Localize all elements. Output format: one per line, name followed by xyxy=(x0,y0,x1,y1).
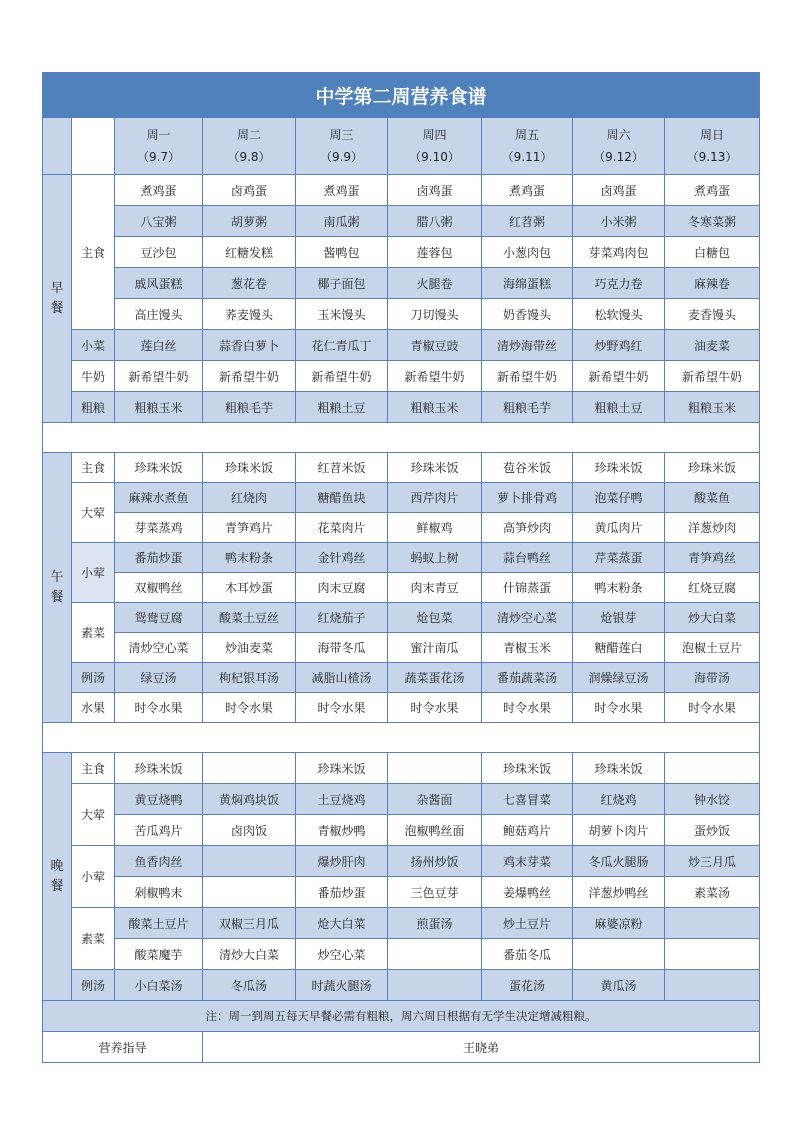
footer-label: 营养指导 xyxy=(43,1032,203,1063)
dish-cell: 黄豆烧鸭 xyxy=(115,784,203,815)
footer-row xyxy=(43,1032,760,1063)
category-label: 例汤 xyxy=(72,663,115,693)
dish-cell: 萝卜排骨鸡 xyxy=(482,483,573,513)
dish-cell: 荞麦馒头 xyxy=(203,299,296,330)
dish-cell: 爆炒肝肉 xyxy=(296,846,388,877)
menu-row xyxy=(43,939,760,970)
dish-cell: 麻婆凉粉 xyxy=(573,908,665,939)
day-date: （9.9） xyxy=(319,150,364,164)
dish-cell: 泡椒鸭丝面 xyxy=(388,815,482,846)
day-date: （9.13） xyxy=(686,150,738,164)
dish-cell: 莲白丝 xyxy=(115,330,203,361)
dish-cell: 白糖包 xyxy=(665,237,760,268)
dish-cell: 酸菜土豆片 xyxy=(115,908,203,939)
dish-cell: 酱鸭包 xyxy=(296,237,388,268)
day-date: （9.7） xyxy=(136,150,181,164)
dish-cell: 青笋鸡丝 xyxy=(665,543,760,573)
dish-cell: 高庄馒头 xyxy=(115,299,203,330)
meal-label-text: 晚 餐 xyxy=(50,858,64,894)
dish-cell: 红糖发糕 xyxy=(203,237,296,268)
dish-cell: 豆沙包 xyxy=(115,237,203,268)
dish-cell: 粗粮毛芋 xyxy=(203,392,296,423)
category-label: 水果 xyxy=(72,693,115,723)
dish-cell: 红烧豆腐 xyxy=(665,573,760,603)
dish-cell: 西芹肉片 xyxy=(388,483,482,513)
day-header-row xyxy=(43,118,760,175)
dish-cell: 钟水饺 xyxy=(665,784,760,815)
dish-cell: 鲍菇鸡片 xyxy=(482,815,573,846)
dish-cell: 炒油麦菜 xyxy=(203,633,296,663)
dish-cell: 麻辣卷 xyxy=(665,268,760,299)
day-name: 周日 xyxy=(700,128,725,142)
dish-cell: 洋葱炒鸭丝 xyxy=(573,877,665,908)
dish-cell: 胡萝卜肉片 xyxy=(573,815,665,846)
day-name: 周二 xyxy=(236,128,261,142)
category-label: 素菜 xyxy=(72,603,115,663)
dish-cell: 肉末豆腐 xyxy=(296,573,388,603)
dish-cell: 清炒空心菜 xyxy=(482,603,573,633)
dish-cell: 酸菜鱼 xyxy=(665,483,760,513)
dish-cell: 海绵蛋糕 xyxy=(482,268,573,299)
menu-row xyxy=(43,453,760,483)
dish-cell: 素菜汤 xyxy=(665,877,760,908)
dish-cell: 八宝粥 xyxy=(115,206,203,237)
meal-label-text: 早 餐 xyxy=(50,280,64,316)
dish-cell: 苞谷米饭 xyxy=(482,453,573,483)
day-name: 周四 xyxy=(422,128,447,142)
dish-cell xyxy=(388,939,482,970)
dish-cell: 松软馒头 xyxy=(573,299,665,330)
dish-cell: 时蔬火腿汤 xyxy=(296,970,388,1001)
menu-row xyxy=(43,330,760,361)
dish-cell: 泡椒土豆片 xyxy=(665,633,760,663)
dish-cell: 绿豆汤 xyxy=(115,663,203,693)
dish-cell: 红苕粥 xyxy=(482,206,573,237)
category-label: 主食 xyxy=(72,753,115,784)
dish-cell: 鸡末芽菜 xyxy=(482,846,573,877)
menu-row xyxy=(43,633,760,663)
dish-cell: 海带汤 xyxy=(665,663,760,693)
note-text: 注：周一到周五每天早餐必需有粗粮，周六周日根据有无学生决定增减粗粮。 xyxy=(43,1001,760,1032)
dish-cell xyxy=(573,939,665,970)
dish-cell: 蜜汁南瓜 xyxy=(388,633,482,663)
menu-row xyxy=(43,513,760,543)
dish-cell: 时令水果 xyxy=(665,693,760,723)
dish-cell: 双椒三月瓜 xyxy=(203,908,296,939)
dish-cell: 炝银芽 xyxy=(573,603,665,633)
dish-cell: 鸭末粉条 xyxy=(203,543,296,573)
menu-row xyxy=(43,268,760,299)
day-header xyxy=(296,118,388,175)
dish-cell: 时令水果 xyxy=(296,693,388,723)
dish-cell: 煎蛋汤 xyxy=(388,908,482,939)
day-date: （9.8） xyxy=(227,150,271,164)
category-label: 大荤 xyxy=(72,784,115,846)
dish-cell: 炝包菜 xyxy=(388,603,482,633)
category-label: 牛奶 xyxy=(72,361,115,392)
day-header xyxy=(388,118,482,175)
dish-cell: 七喜冒菜 xyxy=(482,784,573,815)
category-label: 小菜 xyxy=(72,330,115,361)
dish-cell: 冬瓜汤 xyxy=(203,970,296,1001)
dish-cell: 玉米馒头 xyxy=(296,299,388,330)
menu-row xyxy=(43,815,760,846)
dish-cell: 珍珠米饭 xyxy=(203,453,296,483)
dish-cell: 油麦菜 xyxy=(665,330,760,361)
header-corner-category xyxy=(72,118,115,175)
dish-cell: 煮鸡蛋 xyxy=(665,175,760,206)
category-label: 例汤 xyxy=(72,970,115,1001)
day-header xyxy=(115,118,203,175)
menu-row xyxy=(43,543,760,573)
dish-cell: 麻辣水煮鱼 xyxy=(115,483,203,513)
dish-cell: 煮鸡蛋 xyxy=(482,175,573,206)
menu-row xyxy=(43,483,760,513)
category-label: 小荤 xyxy=(72,846,115,908)
dish-cell xyxy=(665,753,760,784)
dish-cell: 奶香馒头 xyxy=(482,299,573,330)
dish-cell: 煮鸡蛋 xyxy=(296,175,388,206)
dish-cell: 煮鸡蛋 xyxy=(115,175,203,206)
page-title: 中学第二周营养食谱 xyxy=(43,73,760,118)
menu-row xyxy=(43,206,760,237)
dish-cell: 姜爆鸭丝 xyxy=(482,877,573,908)
dish-cell: 麦香馒头 xyxy=(665,299,760,330)
dish-cell: 红烧茄子 xyxy=(296,603,388,633)
dish-cell: 珍珠米饭 xyxy=(665,453,760,483)
dish-cell: 新希望牛奶 xyxy=(482,361,573,392)
dish-cell: 小米粥 xyxy=(573,206,665,237)
menu-row xyxy=(43,846,760,877)
dish-cell: 小白菜汤 xyxy=(115,970,203,1001)
dish-cell xyxy=(665,908,760,939)
category-label: 主食 xyxy=(72,175,115,330)
note-row xyxy=(43,1001,760,1032)
dish-cell: 花仁青瓜丁 xyxy=(296,330,388,361)
meal-label-text: 午 餐 xyxy=(50,569,64,605)
dish-cell xyxy=(388,753,482,784)
menu-row xyxy=(43,663,760,693)
dish-cell: 葱花卷 xyxy=(203,268,296,299)
menu-row xyxy=(43,753,760,784)
dish-cell: 粗粮土豆 xyxy=(573,392,665,423)
dish-cell: 卤鸡蛋 xyxy=(388,175,482,206)
menu-row xyxy=(43,361,760,392)
dish-cell: 粗粮玉米 xyxy=(115,392,203,423)
dish-cell: 青笋鸡片 xyxy=(203,513,296,543)
dish-cell: 红烧肉 xyxy=(203,483,296,513)
day-header xyxy=(203,118,296,175)
dish-cell: 青椒豆豉 xyxy=(388,330,482,361)
dish-cell: 珍珠米饭 xyxy=(388,453,482,483)
dish-cell: 番茄炒蛋 xyxy=(296,877,388,908)
menu-row xyxy=(43,175,760,206)
menu-row xyxy=(43,693,760,723)
menu-row xyxy=(43,573,760,603)
dish-cell: 巧克力卷 xyxy=(573,268,665,299)
dish-cell: 胡萝粥 xyxy=(203,206,296,237)
dish-cell: 炒野鸡红 xyxy=(573,330,665,361)
spacer-cell xyxy=(43,723,760,753)
meal-label xyxy=(43,453,72,723)
dish-cell: 高笋炒肉 xyxy=(482,513,573,543)
dish-cell: 黄瓜肉片 xyxy=(573,513,665,543)
menu-body xyxy=(43,73,760,1063)
dish-cell: 粗粮毛芋 xyxy=(482,392,573,423)
dish-cell: 蒜台鸭丝 xyxy=(482,543,573,573)
dish-cell: 土豆烧鸡 xyxy=(296,784,388,815)
dish-cell: 新希望牛奶 xyxy=(115,361,203,392)
header-corner-meal xyxy=(43,118,72,175)
dish-cell xyxy=(388,970,482,1001)
menu-table xyxy=(42,72,760,1063)
dish-cell: 莲蓉包 xyxy=(388,237,482,268)
dish-cell: 卤鸡蛋 xyxy=(203,175,296,206)
dish-cell: 炝大白菜 xyxy=(296,908,388,939)
dish-cell: 时令水果 xyxy=(115,693,203,723)
day-header xyxy=(482,118,573,175)
dish-cell: 时令水果 xyxy=(482,693,573,723)
dish-cell: 酸菜土豆丝 xyxy=(203,603,296,633)
dish-cell: 粗粮玉米 xyxy=(388,392,482,423)
dish-cell: 什锦蒸蛋 xyxy=(482,573,573,603)
dish-cell: 鸭末粉条 xyxy=(573,573,665,603)
day-date: （9.12） xyxy=(593,150,644,164)
dish-cell: 粗粮玉米 xyxy=(665,392,760,423)
dish-cell: 鲜椒鸡 xyxy=(388,513,482,543)
dish-cell: 珍珠米饭 xyxy=(115,753,203,784)
day-name: 周五 xyxy=(514,128,539,142)
dish-cell: 小葱肉包 xyxy=(482,237,573,268)
menu-row xyxy=(43,299,760,330)
dish-cell: 红烧鸡 xyxy=(573,784,665,815)
dish-cell: 腊八粥 xyxy=(388,206,482,237)
dish-cell: 木耳炒蛋 xyxy=(203,573,296,603)
dish-cell: 芽菜鸡肉包 xyxy=(573,237,665,268)
dish-cell: 芽菜蒸鸡 xyxy=(115,513,203,543)
dish-cell: 双椒鸭丝 xyxy=(115,573,203,603)
dish-cell: 珍珠米饭 xyxy=(573,753,665,784)
day-name: 周六 xyxy=(606,128,631,142)
dish-cell: 冬瓜火腿肠 xyxy=(573,846,665,877)
dish-cell: 番茄蔬菜汤 xyxy=(482,663,573,693)
dish-cell: 新希望牛奶 xyxy=(388,361,482,392)
dish-cell: 新希望牛奶 xyxy=(573,361,665,392)
dish-cell: 炒大白菜 xyxy=(665,603,760,633)
dish-cell: 黄瓜汤 xyxy=(573,970,665,1001)
dish-cell: 糖醋鱼块 xyxy=(296,483,388,513)
category-label: 小荤 xyxy=(72,543,115,603)
menu-row xyxy=(43,877,760,908)
dish-cell: 青椒炒鸭 xyxy=(296,815,388,846)
dish-cell: 卤肉饭 xyxy=(203,815,296,846)
dish-cell: 肉末青豆 xyxy=(388,573,482,603)
dish-cell: 金针鸡丝 xyxy=(296,543,388,573)
dish-cell: 珍珠米饭 xyxy=(573,453,665,483)
dish-cell: 海带冬瓜 xyxy=(296,633,388,663)
meal-label xyxy=(43,175,72,423)
day-date: （9.10） xyxy=(409,150,460,164)
dish-cell: 蛋花汤 xyxy=(482,970,573,1001)
dish-cell: 新希望牛奶 xyxy=(296,361,388,392)
dish-cell: 清炒空心菜 xyxy=(115,633,203,663)
dish-cell: 清炒大白菜 xyxy=(203,939,296,970)
menu-row xyxy=(43,237,760,268)
dish-cell: 润燥绿豆汤 xyxy=(573,663,665,693)
dish-cell: 洋葱炒肉 xyxy=(665,513,760,543)
dish-cell: 花菜肉片 xyxy=(296,513,388,543)
dish-cell: 南瓜粥 xyxy=(296,206,388,237)
dish-cell: 火腿卷 xyxy=(388,268,482,299)
dish-cell: 冬寒菜粥 xyxy=(665,206,760,237)
dish-cell: 戚风蛋糕 xyxy=(115,268,203,299)
dish-cell: 炒空心菜 xyxy=(296,939,388,970)
dish-cell: 时令水果 xyxy=(388,693,482,723)
dish-cell: 扬州炒饭 xyxy=(388,846,482,877)
dish-cell: 番茄冬瓜 xyxy=(482,939,573,970)
dish-cell: 减脂山楂汤 xyxy=(296,663,388,693)
dish-cell: 珍珠米饭 xyxy=(296,753,388,784)
day-name: 周三 xyxy=(329,128,354,142)
dish-cell: 鱼香肉丝 xyxy=(115,846,203,877)
dish-cell xyxy=(665,939,760,970)
dish-cell: 黄焖鸡块饭 xyxy=(203,784,296,815)
dish-cell: 新希望牛奶 xyxy=(665,361,760,392)
dish-cell: 酸菜魔芋 xyxy=(115,939,203,970)
dish-cell: 泡菜仔鸭 xyxy=(573,483,665,513)
dish-cell: 杂酱面 xyxy=(388,784,482,815)
dish-cell: 椰子面包 xyxy=(296,268,388,299)
dish-cell xyxy=(203,877,296,908)
dish-cell: 红苕米饭 xyxy=(296,453,388,483)
footer-value: 王晓弟 xyxy=(203,1032,760,1063)
dish-cell: 新希望牛奶 xyxy=(203,361,296,392)
dish-cell xyxy=(203,753,296,784)
category-label: 粗粮 xyxy=(72,392,115,423)
menu-row xyxy=(43,970,760,1001)
dish-cell: 芹菜蒸蛋 xyxy=(573,543,665,573)
dish-cell: 珍珠米饭 xyxy=(482,753,573,784)
menu-row xyxy=(43,784,760,815)
dish-cell: 番茄炒蛋 xyxy=(115,543,203,573)
dish-cell: 蔬菜蛋花汤 xyxy=(388,663,482,693)
dish-cell xyxy=(203,846,296,877)
dish-cell: 炒土豆片 xyxy=(482,908,573,939)
dish-cell xyxy=(665,970,760,1001)
section-spacer xyxy=(43,723,760,753)
dish-cell: 剁椒鸭末 xyxy=(115,877,203,908)
dish-cell: 粗粮土豆 xyxy=(296,392,388,423)
dish-cell: 蒜香白萝卜 xyxy=(203,330,296,361)
section-spacer xyxy=(43,423,760,453)
dish-cell: 苦瓜鸡片 xyxy=(115,815,203,846)
day-header xyxy=(573,118,665,175)
dish-cell: 枸杞银耳汤 xyxy=(203,663,296,693)
category-label: 素菜 xyxy=(72,908,115,970)
dish-cell: 清炒海带丝 xyxy=(482,330,573,361)
dish-cell: 糖醋莲白 xyxy=(573,633,665,663)
dish-cell: 珍珠米饭 xyxy=(115,453,203,483)
menu-row xyxy=(43,603,760,633)
dish-cell: 青椒玉米 xyxy=(482,633,573,663)
day-header xyxy=(665,118,760,175)
dish-cell: 时令水果 xyxy=(573,693,665,723)
dish-cell: 卤鸡蛋 xyxy=(573,175,665,206)
dish-cell: 时令水果 xyxy=(203,693,296,723)
category-label: 主食 xyxy=(72,453,115,483)
dish-cell: 蛋炒饭 xyxy=(665,815,760,846)
spacer-cell xyxy=(43,423,760,453)
dish-cell: 蚂蚁上树 xyxy=(388,543,482,573)
dish-cell: 三色豆芽 xyxy=(388,877,482,908)
category-label: 大荤 xyxy=(72,483,115,543)
dish-cell: 炒三月瓜 xyxy=(665,846,760,877)
meal-label xyxy=(43,753,72,1001)
day-name: 周一 xyxy=(146,128,171,142)
menu-row xyxy=(43,392,760,423)
dish-cell: 刀切馒头 xyxy=(388,299,482,330)
dish-cell: 鸳鸯豆腐 xyxy=(115,603,203,633)
menu-row xyxy=(43,908,760,939)
day-date: （9.11） xyxy=(501,150,553,164)
